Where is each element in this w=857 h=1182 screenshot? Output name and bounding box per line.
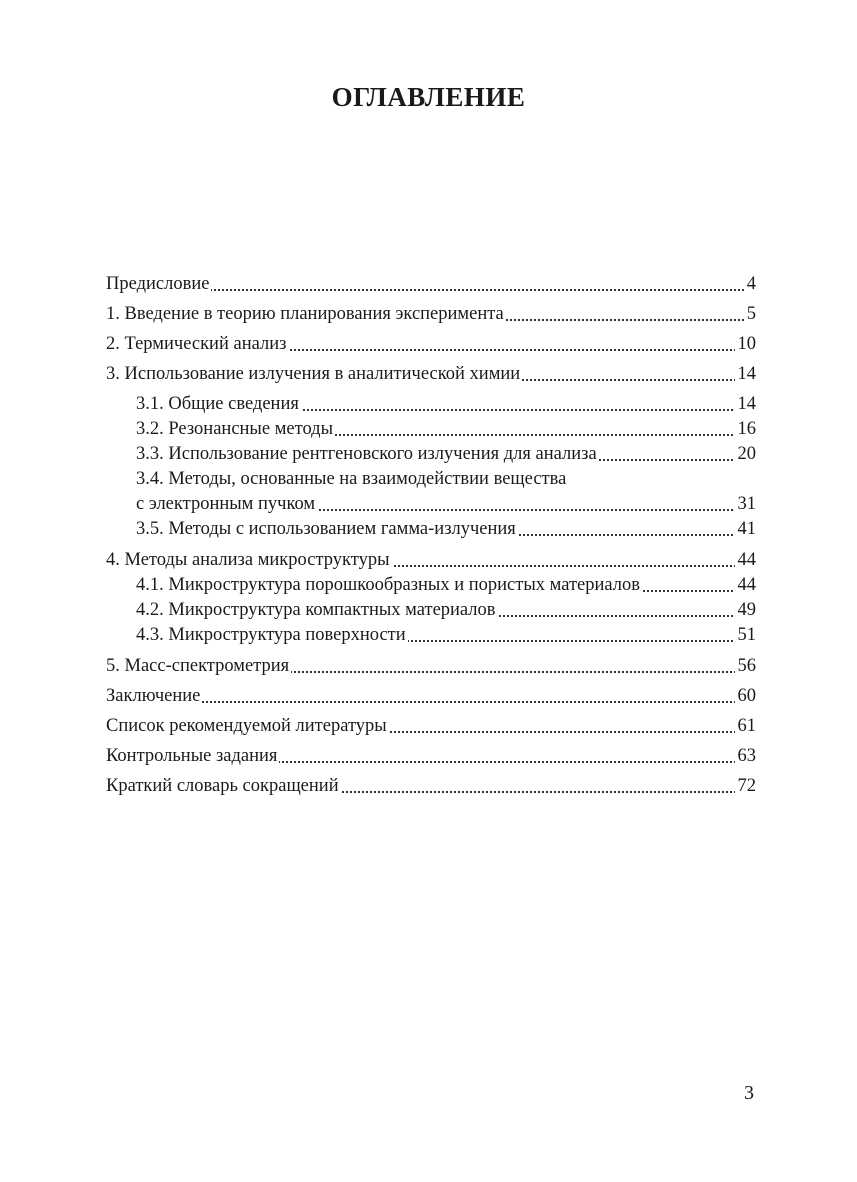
toc-entry-ch3-5[interactable] bbox=[106, 517, 756, 542]
toc-entry-page: 61 bbox=[735, 714, 757, 739]
toc-entry-tasks[interactable] bbox=[106, 744, 756, 769]
table-of-contents bbox=[106, 272, 756, 804]
toc-entry-glossary[interactable] bbox=[106, 774, 756, 799]
toc-entry-page: 41 bbox=[735, 517, 757, 542]
toc-entry-label: 2. Термический анализ bbox=[106, 332, 288, 357]
toc-entry-page: 10 bbox=[735, 332, 757, 357]
toc-entry-label: 3.5. Методы с использованием гамма-излучения bbox=[136, 517, 518, 542]
toc-entry-page: 20 bbox=[735, 442, 757, 467]
toc-entry-label: с электронным пучком bbox=[136, 492, 317, 517]
toc-entry-conclusion[interactable] bbox=[106, 684, 756, 709]
toc-entry-label: Предисловие bbox=[106, 272, 211, 297]
toc-entry-page: 44 bbox=[735, 573, 757, 598]
toc-entry-references[interactable] bbox=[106, 714, 756, 739]
page-title: ОГЛАВЛЕНИЕ bbox=[331, 82, 526, 112]
toc-entry-page: 14 bbox=[735, 392, 757, 417]
toc-entry-ch5[interactable] bbox=[106, 654, 756, 679]
toc-entry-page: 60 bbox=[735, 684, 757, 709]
toc-entry-label: Краткий словарь сокращений bbox=[106, 774, 341, 799]
toc-entry-label: 3.4. Методы, основанные на взаимодействии вещества bbox=[136, 467, 568, 492]
toc-entry-page: 51 bbox=[735, 623, 757, 648]
toc-entry-page: 16 bbox=[735, 417, 757, 442]
toc-entry-ch3-4-first-line[interactable] bbox=[106, 467, 756, 492]
toc-entry-label: 3.2. Резонансные методы bbox=[136, 417, 335, 442]
toc-entry-label: 3.3. Использование рентгеновского излучения для анализа bbox=[136, 442, 599, 467]
toc-entry-page: 44 bbox=[735, 548, 757, 573]
toc-entry-ch4-2[interactable] bbox=[106, 598, 756, 623]
toc-entry-page: 5 bbox=[744, 302, 756, 327]
toc-entry-page: 63 bbox=[735, 744, 757, 769]
toc-entry-label: 4. Методы анализа микроструктуры bbox=[106, 548, 392, 573]
leader-dots bbox=[106, 701, 756, 703]
toc-entry-label: Контрольные задания bbox=[106, 744, 279, 769]
toc-entry-ch4-3[interactable] bbox=[106, 623, 756, 648]
toc-entry-label: 4.1. Микроструктура порошкообразных и пористых материалов bbox=[136, 573, 642, 598]
toc-entry-ch3[interactable] bbox=[106, 362, 756, 387]
toc-entry-ch4-1[interactable] bbox=[106, 573, 756, 598]
toc-entry-page: 14 bbox=[735, 362, 757, 387]
toc-entry-label: Список рекомендуемой литературы bbox=[106, 714, 389, 739]
toc-entry-ch2[interactable] bbox=[106, 332, 756, 357]
toc-entry-ch4[interactable] bbox=[106, 548, 756, 573]
toc-entry-label: Заключение bbox=[106, 684, 202, 709]
toc-entry-page: 56 bbox=[735, 654, 757, 679]
toc-entry-label: 5. Масс-спектрометрия bbox=[106, 654, 291, 679]
toc-entry-ch3-3[interactable] bbox=[106, 442, 756, 467]
toc-entry-ch3-1[interactable] bbox=[106, 392, 756, 417]
toc-entry-preface[interactable] bbox=[106, 272, 756, 297]
toc-entry-label: 3. Использование излучения в аналитической химии bbox=[106, 362, 522, 387]
toc-entry-label: 4.3. Микроструктура поверхности bbox=[136, 623, 408, 648]
toc-entry-page: 49 bbox=[735, 598, 757, 623]
toc-entry-page: 31 bbox=[735, 492, 757, 517]
toc-entry-page: 4 bbox=[744, 272, 756, 297]
toc-entry-page: 72 bbox=[735, 774, 757, 799]
page-number: 3 bbox=[744, 1082, 754, 1104]
toc-entry-label: 1. Введение в теорию планирования эксперимента bbox=[106, 302, 506, 327]
toc-entry-label: 4.2. Микроструктура компактных материалов bbox=[136, 598, 498, 623]
toc-entry-ch3-2[interactable] bbox=[106, 417, 756, 442]
toc-entry-ch3-4[interactable] bbox=[106, 492, 756, 517]
toc-entry-ch1[interactable] bbox=[106, 302, 756, 327]
toc-entry-label: 3.1. Общие сведения bbox=[136, 392, 301, 417]
